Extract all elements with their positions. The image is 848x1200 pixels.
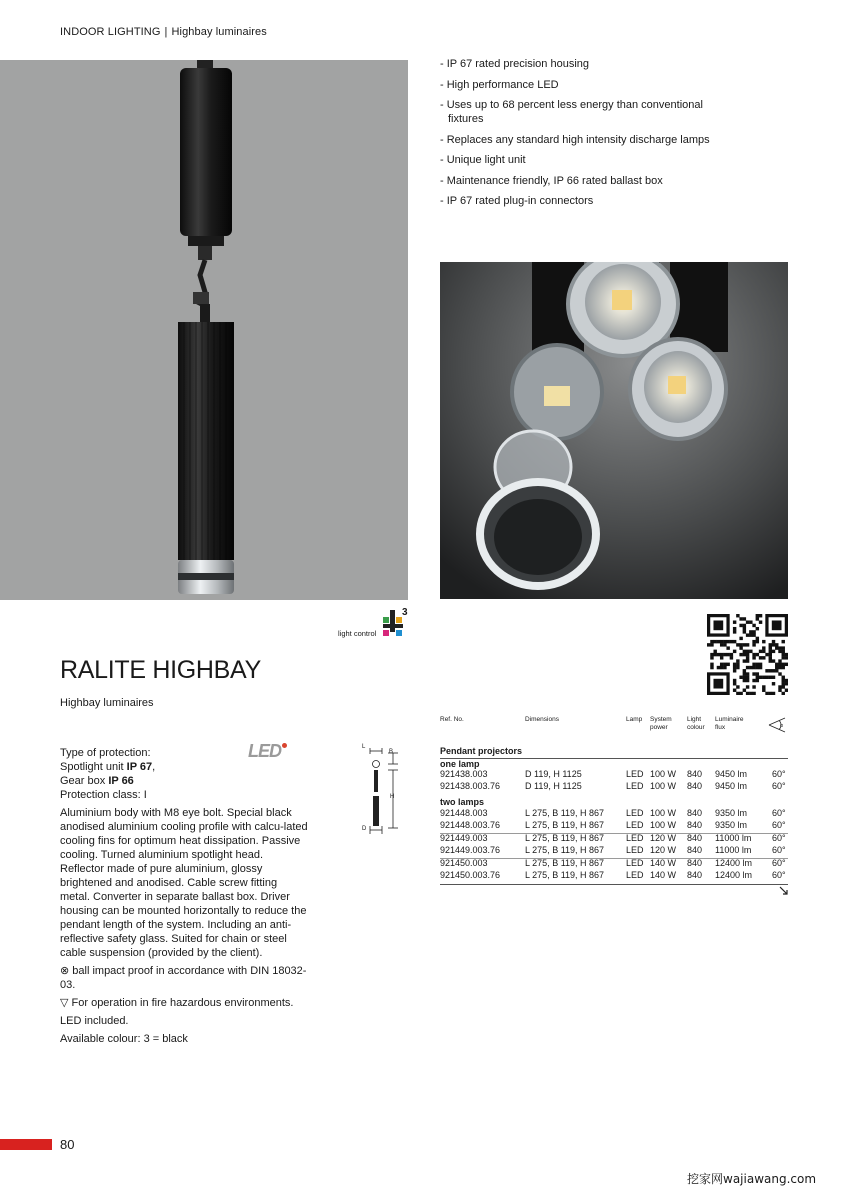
gearbox-protection [60, 774, 310, 788]
product-hero-image [0, 60, 408, 600]
available-colour: Available colour: 3 = black [60, 1033, 188, 1045]
cell-flux: 11000 lm [715, 832, 752, 843]
feature-item: - Replaces any standard high intensity discharge lamps [440, 133, 710, 146]
table-divider [440, 758, 788, 759]
cell-flux: 11000 lm [715, 845, 752, 856]
cell-colour: 840 [687, 781, 703, 792]
header-colour: Light colour [687, 716, 705, 731]
dimension-drawing [362, 746, 410, 838]
ball-impact-note [60, 964, 310, 992]
cell-colour: 840 [687, 832, 703, 843]
cell-angle: 60° [772, 820, 786, 831]
group-title: Pendant projectors [440, 746, 523, 756]
cell-power: 140 W [650, 870, 677, 880]
fire-hazard-note [60, 996, 310, 1010]
dim-label-d: D [362, 826, 367, 832]
cell-flux: 12400 lm [715, 857, 753, 868]
spotlight-ip: IP 67 [126, 761, 153, 773]
spotlight-protection [60, 760, 310, 774]
section-label: INDOOR LIGHTING [60, 26, 161, 38]
watermark-text: 挖家网wajiawang.com [687, 1172, 817, 1186]
cell-ref: 921449.003 [440, 832, 488, 843]
dim-label-b: B [389, 749, 394, 755]
table-row [440, 844, 788, 856]
subgroup-one-lamp: one lamp [440, 759, 480, 769]
beam-angle-icon [767, 717, 787, 733]
header-separator: | [164, 26, 168, 38]
cell-dim: L 275, B 119, H 867 [525, 857, 605, 868]
subgroup-two-lamps: two lamps [440, 797, 485, 807]
cell-angle: 60° [772, 769, 786, 779]
cell-power: 140 W [650, 857, 677, 868]
feature-item: - Unique light unit [440, 154, 526, 166]
table-row [440, 780, 788, 792]
table-divider [440, 833, 788, 834]
cell-lamp: LED [626, 781, 644, 792]
cell-angle: 60° [772, 781, 786, 792]
cell-ref: 921449.003.76 [440, 845, 501, 856]
feature-item: - Uses up to 68 percent less energy than conventional fixtures [440, 99, 703, 125]
cell-lamp: LED [626, 820, 644, 831]
cell-flux: 9350 lm [715, 820, 748, 831]
qr-code[interactable] [707, 614, 788, 695]
cell-power: 100 W [650, 781, 677, 792]
cell-angle: 60° [772, 845, 786, 856]
spotlight-suffix: , [152, 761, 156, 773]
cell-flux: 9450 lm [715, 769, 748, 779]
page-header [60, 26, 267, 38]
cell-angle: 60° [772, 857, 786, 868]
table-bottom-line [440, 884, 788, 885]
fire-hazard-text: For operation in fire hazardous environments. [71, 997, 294, 1009]
feature-item: - Maintenance friendly, IP 66 rated ballast box [440, 174, 663, 187]
cell-colour: 840 [687, 845, 703, 856]
header-power: System power [650, 716, 672, 731]
cell-dim: L 275, B 119, H 867 [525, 808, 605, 818]
cell-lamp: LED [626, 832, 644, 843]
cell-dim: L 275, B 119, H 867 [525, 870, 605, 880]
corner-arrow-icon [779, 886, 788, 895]
cell-dim: D 119, H 1125 [525, 769, 582, 779]
cell-power: 100 W [650, 820, 677, 831]
cell-flux: 9450 lm [715, 781, 748, 792]
light-control-badge [338, 607, 410, 642]
category-label: Highbay luminaires [171, 26, 267, 38]
header-dimensions: Dimensions [525, 716, 559, 723]
product-detail-photo [440, 262, 788, 599]
feature-item: - High performance LED [440, 78, 559, 91]
cell-lamp: LED [626, 769, 644, 779]
product-title: RALITE HIGHBAY [60, 656, 261, 684]
cell-dim: D 119, H 1125 [525, 781, 582, 792]
cell-lamp: LED [626, 870, 644, 880]
footer-accent-bar [0, 1139, 52, 1150]
table-divider [440, 858, 788, 859]
cell-lamp: LED [626, 808, 644, 818]
cell-lamp: LED [626, 845, 644, 856]
page-number: 80 [60, 1137, 75, 1152]
cell-lamp: LED [626, 857, 644, 868]
header-lamp: Lamp [626, 716, 643, 723]
table-row [440, 807, 788, 819]
feature-list [440, 57, 740, 215]
description-body: Aluminium body with M8 eye bolt. Special black anodised aluminium cooling profile with calcu-lated cooling fins for optimum heat dissipation. Passive cooling. Turned aluminium spotlight head. Reflector made of pure aluminium, glossy brightened and anodised. Cable screw fitting metal. Converter in separate ballast box. Driver housing can be mounted horizontally to reduce the pendant length of the system. Including an anti-reflective safety glass. Suited for chain or steel cable suspension (provided by the client). [60, 807, 308, 959]
feature-item: - IP 67 rated precision housing [440, 58, 589, 70]
dim-label-l: L [362, 744, 366, 750]
protection-class: Protection class: I [60, 789, 147, 801]
table-row [440, 819, 788, 831]
dim-label-h: H [390, 794, 395, 800]
led-logo-text: LED [248, 741, 281, 761]
cell-colour: 840 [687, 857, 703, 868]
header-ref: Ref. No. [440, 716, 464, 723]
cell-power: 100 W [650, 769, 677, 779]
header-flux: Luminaire flux [715, 716, 744, 731]
cell-colour: 840 [687, 820, 703, 831]
light-control-superscript: 3 [402, 607, 408, 618]
ball-impact-icon: ⊗ [60, 965, 73, 977]
gearbox-label: Gear box [60, 775, 109, 787]
cell-power: 120 W [650, 845, 677, 856]
cell-colour: 840 [687, 769, 703, 779]
cell-ref: 921450.003 [440, 857, 488, 868]
cell-angle: 60° [772, 870, 786, 880]
spotlight-label: Spotlight unit [60, 761, 127, 773]
product-description [60, 746, 310, 1050]
protection-type-label: Type of protection: [60, 747, 151, 759]
cell-power: 100 W [650, 808, 677, 818]
cell-angle: 60° [772, 808, 786, 818]
cell-ref: 921438.003 [440, 769, 488, 779]
svg-text:α: α [780, 723, 783, 729]
cell-angle: 60° [772, 832, 786, 843]
gearbox-ip: IP 66 [108, 775, 134, 787]
cell-ref: 921438.003.76 [440, 781, 501, 792]
cell-ref: 921448.003.76 [440, 820, 501, 831]
cell-colour: 840 [687, 870, 703, 880]
cell-dim: L 275, B 119, H 867 [525, 820, 605, 831]
led-included: LED included. [60, 1015, 129, 1027]
cell-flux: 12400 lm [715, 870, 753, 880]
table-row [440, 869, 788, 881]
cell-colour: 840 [687, 808, 703, 818]
cell-ref: 921450.003.76 [440, 870, 501, 880]
table-row [440, 768, 788, 780]
product-subtitle: Highbay luminaires [60, 697, 154, 709]
ball-impact-text: ball impact proof in accordance with DIN 18032-03. [60, 965, 307, 991]
cell-dim: L 275, B 119, H 867 [525, 832, 605, 843]
feature-item: - IP 67 rated plug-in connectors [440, 195, 594, 207]
cell-power: 120 W [650, 832, 677, 843]
cell-ref: 921448.003 [440, 808, 488, 818]
light-control-label: light control [338, 629, 377, 638]
fire-hazard-icon: ▽ [60, 997, 72, 1009]
cell-flux: 9350 lm [715, 808, 748, 818]
cell-dim: L 275, B 119, H 867 [525, 845, 605, 856]
